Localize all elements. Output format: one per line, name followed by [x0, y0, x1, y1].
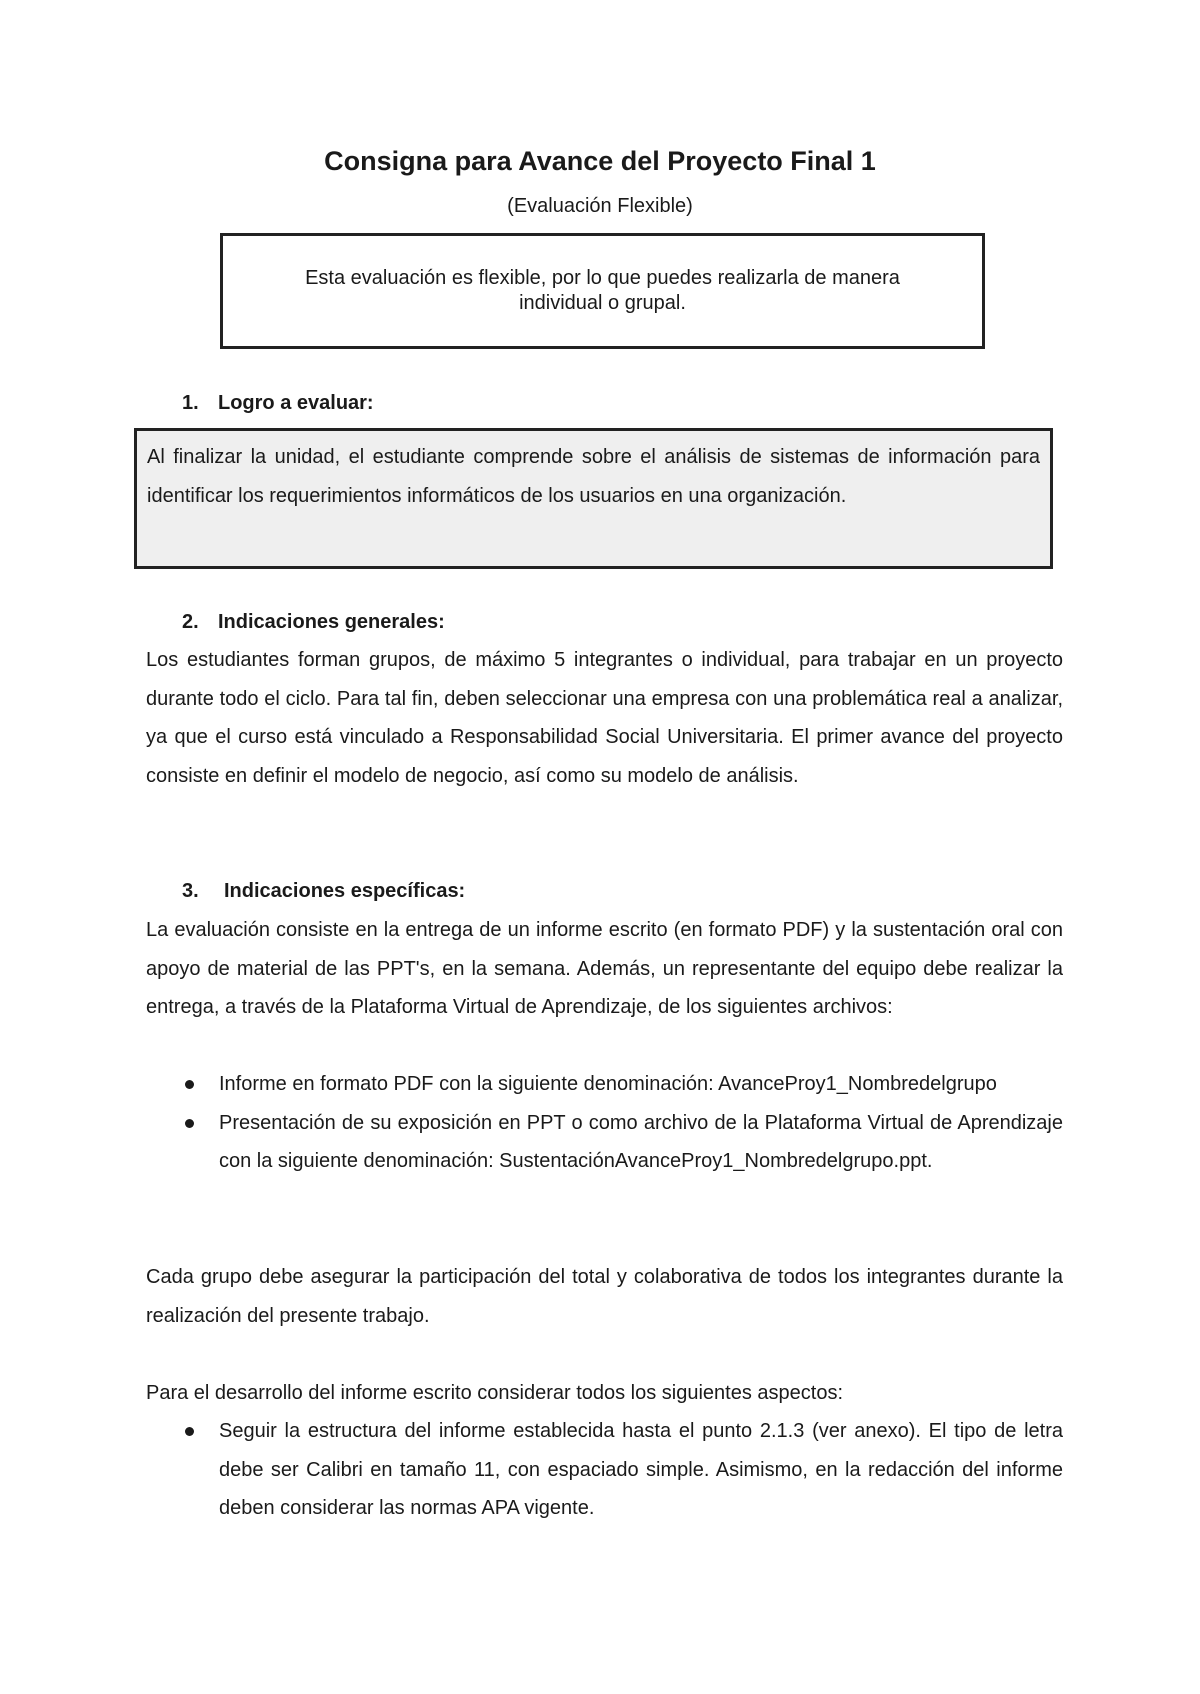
bullet-icon: [185, 1119, 194, 1128]
list-item-text: Informe en formato PDF con la siguiente denominación: AvanceProy1_Nombredelgrupo: [219, 1073, 997, 1095]
deliverables-list: [146, 1065, 1063, 1181]
document-title: Consigna para Avance del Proyecto Final 1: [324, 146, 876, 176]
section-heading-indicaciones-especificas: [182, 878, 465, 904]
section-heading-logro: [182, 390, 374, 416]
notice-text: Esta evaluación es flexible, por lo que puedes realizarla de manera individual o grupal.: [305, 267, 900, 314]
list-item: [146, 1065, 1063, 1104]
achievement-box: [134, 428, 1053, 569]
list-item: [146, 1412, 1063, 1528]
report-aspects-list: [146, 1412, 1063, 1528]
list-item-text: Presentación de su exposición en PPT o como archivo de la Plataforma Virtual de Aprendizaje con la siguiente denominación: SustentaciónAvanceProy1_Nombredelgrupo.ppt.: [219, 1111, 1063, 1172]
section-number: 2.: [182, 611, 199, 633]
participation-paragraph: Cada grupo debe asegurar la participación del total y colaborativa de todos los integrantes durante la realización del presente trabajo.: [146, 1266, 1063, 1327]
general-instructions-paragraph: Los estudiantes forman grupos, de máximo 5 integrantes o individual, para trabajar en un proyecto durante todo el ciclo. Para tal fin, deben seleccionar una empresa con una problemática real a analizar, ya que el curso está vinculado a Responsabilidad Social Universitaria. El primer avance del proyecto consiste en definir el modelo de negocio, así como su modelo de análisis.: [146, 649, 1063, 787]
specific-instructions-paragraph: La evaluación consiste en la entrega de un informe escrito (en formato PDF) y la sustentación oral con apoyo de material de las PPT's, en la semana. Además, un representante del equipo debe realizar la entrega, a través de la Plataforma Virtual de Aprendizaje, de los siguientes archivos:: [146, 919, 1063, 1018]
list-item: [146, 1104, 1063, 1181]
document-subtitle: (Evaluación Flexible): [507, 195, 693, 217]
achievement-text: Al finalizar la unidad, el estudiante comprende sobre el análisis de sistemas de información para identificar los requerimientos informáticos de los usuarios en una organización.: [147, 446, 1040, 507]
section-number: 3.: [182, 880, 199, 902]
section-number: 1.: [182, 392, 199, 414]
bullet-icon: [185, 1427, 194, 1436]
flexible-evaluation-notice: [220, 233, 985, 349]
section-title: Indicaciones específicas:: [224, 880, 466, 902]
bullet-icon: [185, 1080, 194, 1089]
list-item-text: Seguir la estructura del informe establecida hasta el punto 2.1.3 (ver anexo). El tipo de letra debe ser Calibri en tamaño 11, con espaciado simple. Asimismo, en la redacción del informe deben considerar las normas APA vigente.: [219, 1420, 1063, 1519]
section-heading-indicaciones-generales: [182, 609, 445, 635]
section-title: Logro a evaluar:: [218, 392, 374, 414]
report-intro-paragraph: Para el desarrollo del informe escrito considerar todos los siguientes aspectos:: [146, 1382, 844, 1404]
section-title: Indicaciones generales:: [218, 611, 445, 633]
